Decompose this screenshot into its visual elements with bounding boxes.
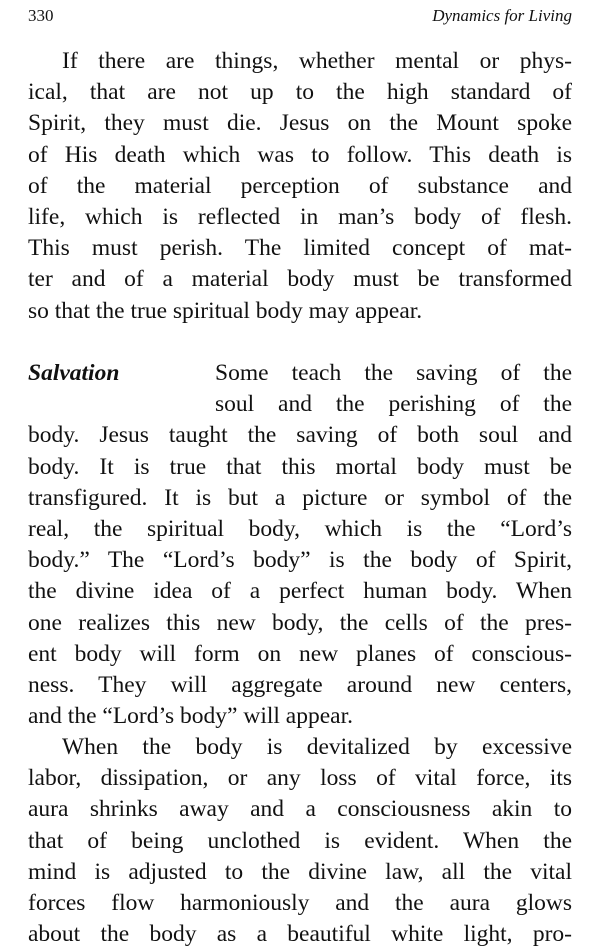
text-line: body.” The “Lord’s body” is the body of Spirit, <box>28 547 572 574</box>
text-line: body. Jesus taught the saving of both soul and <box>28 422 572 449</box>
text-line: that of being unclothed is evident. When the <box>28 827 572 854</box>
text-line: mind is adjusted to the divine law, all the vital <box>28 858 572 885</box>
text-line: transfigured. It is but a picture or symbol of the <box>28 484 572 511</box>
text-line: about the body as a beautiful white light, pro- <box>28 921 572 948</box>
side-heading: Salvation <box>28 360 120 386</box>
page-number: 330 <box>28 6 54 25</box>
text-line: If there are things, whether mental or phys- <box>62 48 572 74</box>
text-line: so that the true spiritual body may appear. <box>28 297 423 324</box>
text-line: of the material perception of substance and <box>28 172 572 199</box>
text-line: Spirit, they must die. Jesus on the Mount spoke <box>28 110 572 137</box>
text-line: real, the spiritual body, which is the “Lord’s <box>28 516 572 542</box>
running-title: Dynamics for Living <box>432 6 572 25</box>
text-line: soul and the perishing of the <box>215 391 572 418</box>
text-line: body. It is true that this mortal body must be <box>28 453 572 480</box>
text-line: ter and of a material body must be transformed <box>28 266 572 293</box>
text-line: of His death which was to follow. This death is <box>28 141 572 168</box>
text-line: ical, that are not up to the high standard of <box>28 79 572 106</box>
text-line: ent body will form on new planes of conscious- <box>28 640 572 667</box>
text-line: the divine idea of a perfect human body. When <box>28 578 572 605</box>
text-line: This must perish. The limited concept of mat- <box>28 235 572 262</box>
text-line: and the “Lord’s body” will appear. <box>28 703 353 730</box>
text-line: ness. They will aggregate around new centers, <box>28 672 572 698</box>
text-line: When the body is devitalized by excessive <box>62 734 572 760</box>
text-line: Some teach the saving of the <box>215 360 572 386</box>
text-line: one realizes this new body, the cells of the pres- <box>28 609 572 636</box>
text-line: aura shrinks away and a consciousness akin to <box>28 796 572 823</box>
text-line: life, which is reflected in man’s body of flesh. <box>28 204 572 230</box>
text-line: forces flow harmoniously and the aura glows <box>28 890 572 916</box>
text-line: labor, dissipation, or any loss of vital force, its <box>28 765 572 792</box>
